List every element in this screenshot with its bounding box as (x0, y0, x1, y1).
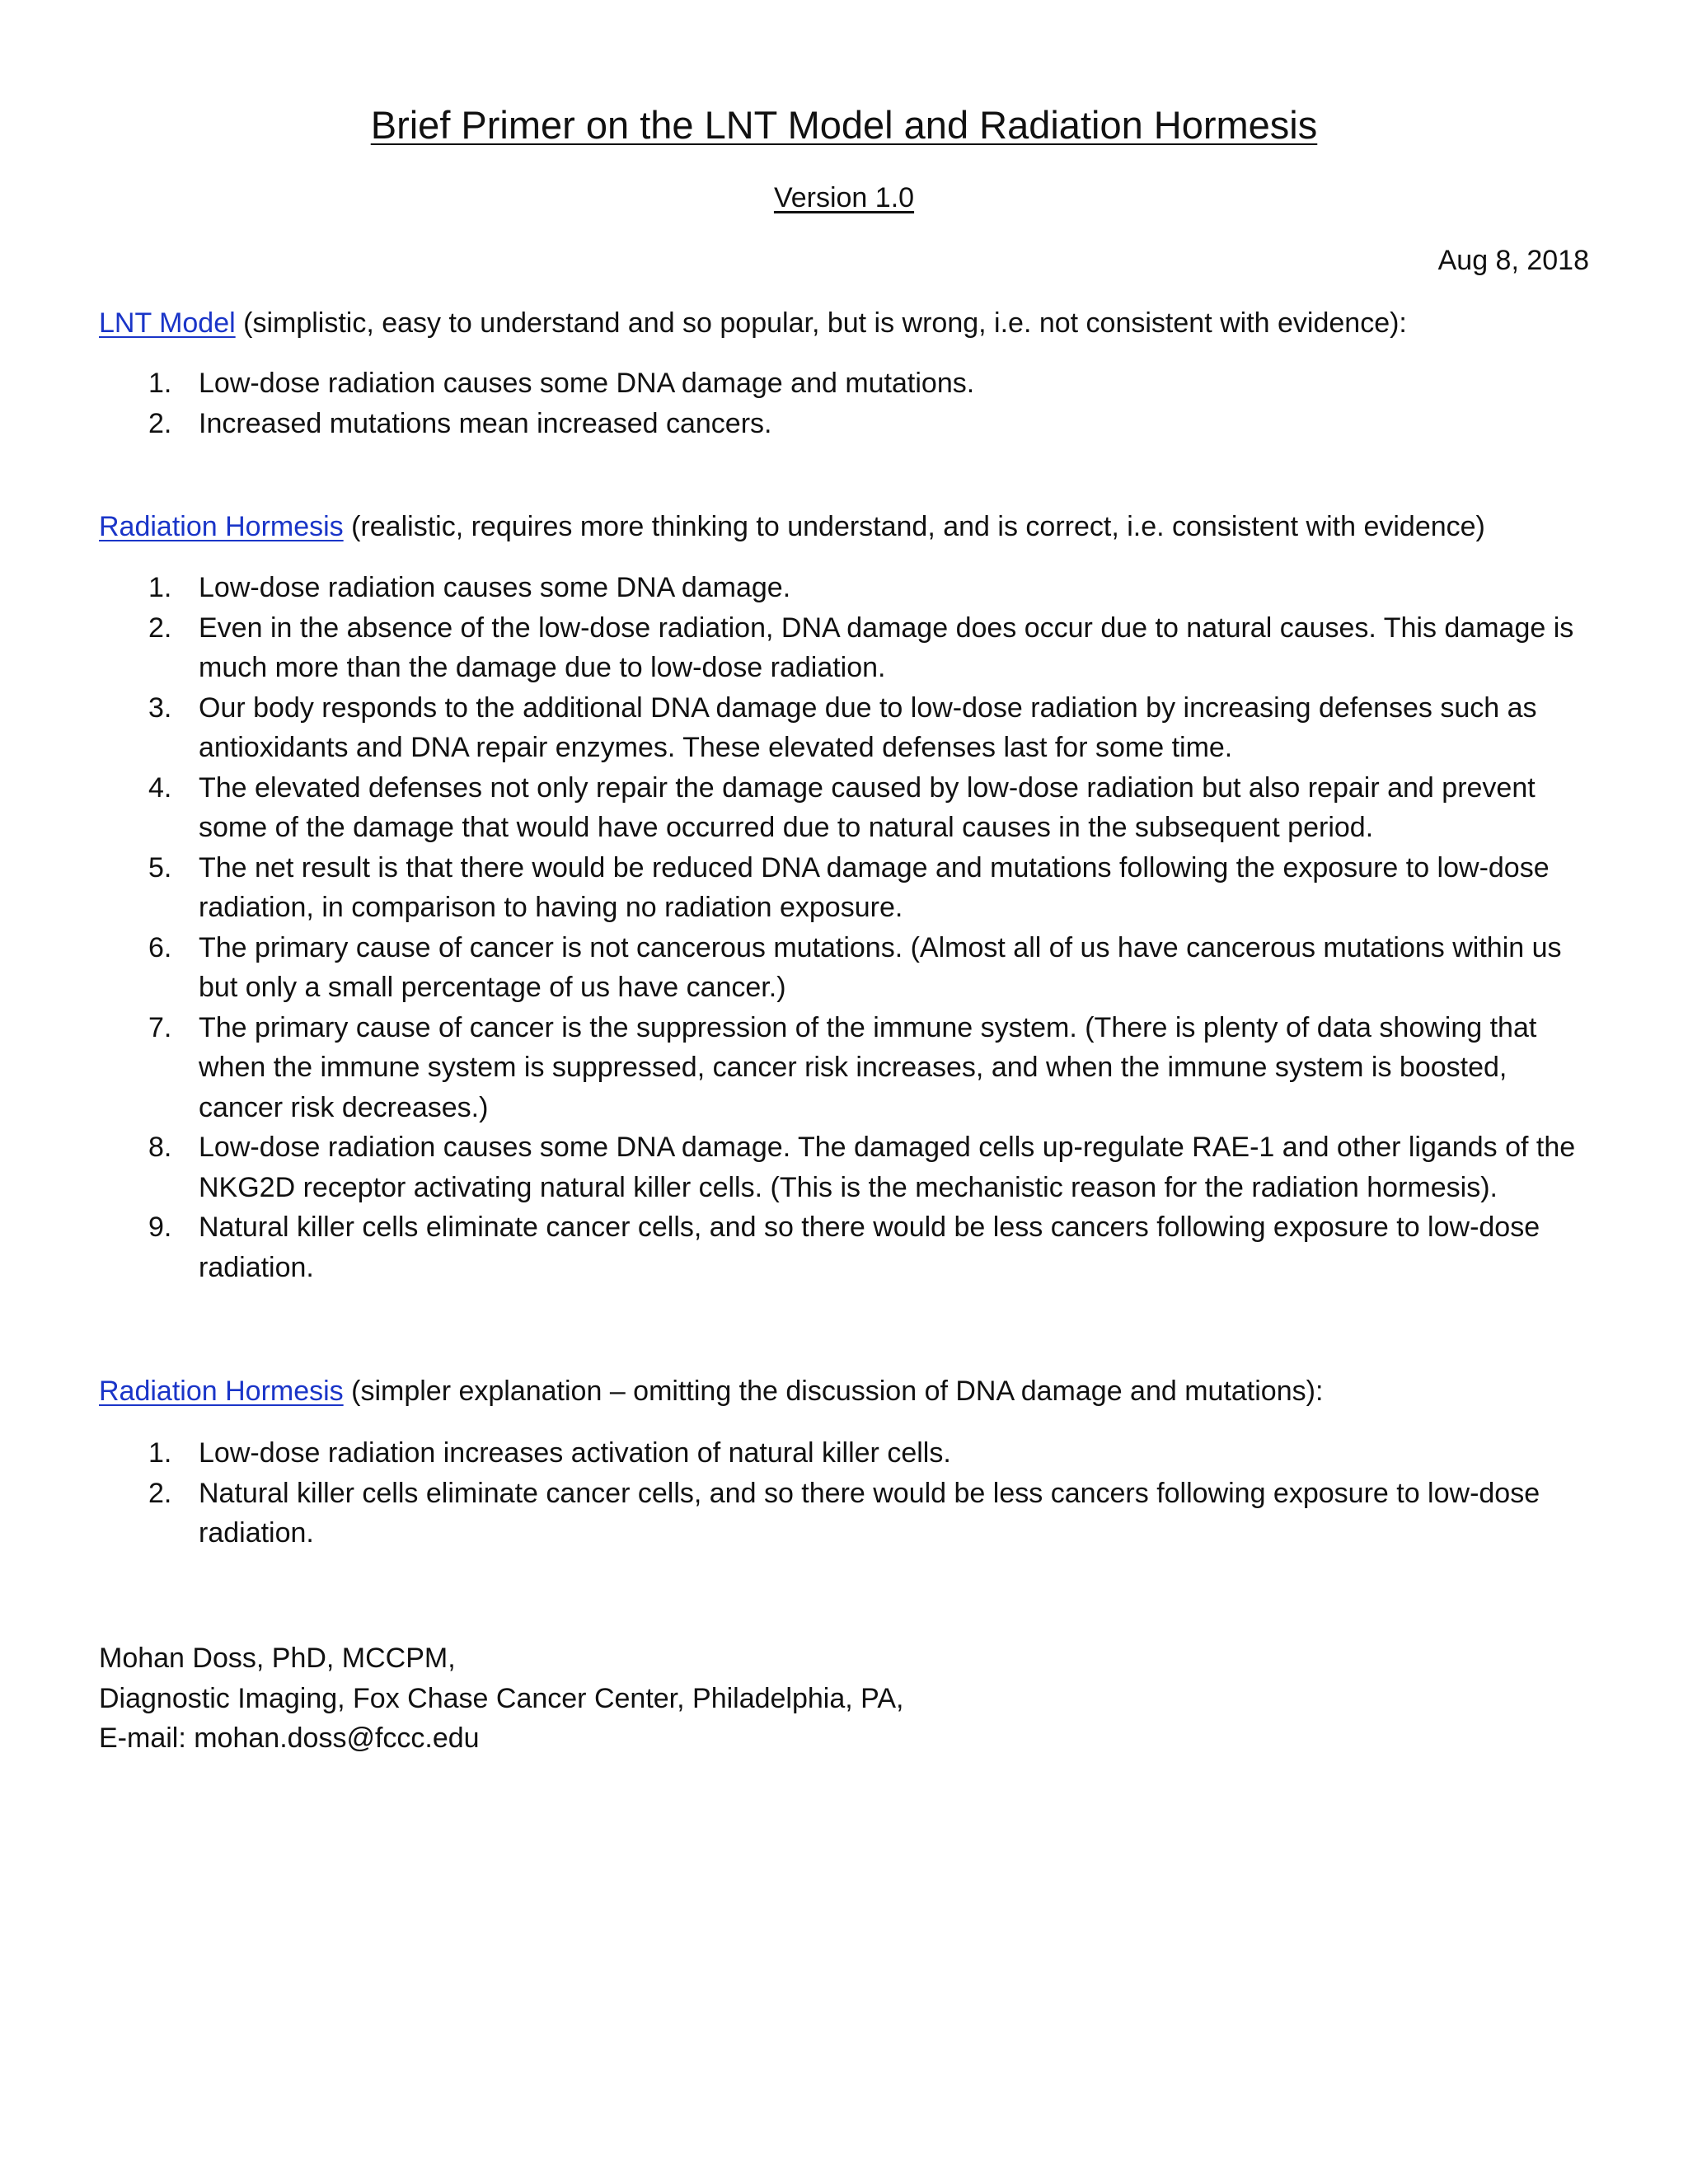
list-item-text: The elevated defenses not only repair the damage caused by low-dose radiation but also repair and prevent some of the damage that would have occurred due to natural causes in the subsequent period. (199, 771, 1536, 843)
list-item (0, 768, 1585, 848)
list-item (0, 848, 1585, 928)
list-item-text: Low-dose radiation increases activation of natural killer cells. (199, 1437, 951, 1469)
list-item-text: Our body responds to the additional DNA damage due to low-dose radiation by increasing defenses such as antioxidants and DNA repair enzymes. These elevated defenses last for some time. (199, 691, 1537, 763)
section-lnt-heading (99, 305, 1591, 341)
author-name: Mohan Doss, PhD, MCCPM, (99, 1643, 456, 1674)
list-item (0, 1433, 1585, 1474)
list-item-number: 1. (148, 368, 172, 399)
list-item (0, 363, 1585, 404)
section-simple-heading (99, 1373, 1591, 1409)
section-lnt-description: (simplistic, easy to understand and so popular, but is wrong, i.e. not consistent with evidence): (235, 307, 1407, 339)
list-item-number: 3. (148, 691, 172, 724)
list-item (0, 568, 1585, 608)
list-item-text: Low-dose radiation causes some DNA damage. The damaged cells up-regulate RAE-1 and other ligands of the NKG2D receptor activating natural killer cells. (This is the mechanistic reason for the radiation hormesis). (199, 1132, 1576, 1203)
list-item-text: Low-dose radiation causes some DNA damage. (199, 572, 791, 603)
hormesis-list (0, 568, 1688, 1287)
list-item-text: Natural killer cells eliminate cancer cells, and so there would be less cancers following exposure to low-dose radiation. (199, 1477, 1540, 1549)
list-item (0, 1127, 1585, 1207)
list-item (0, 404, 1585, 444)
list-item (0, 688, 1585, 768)
list-item-text: Low-dose radiation causes some DNA damage and mutations. (199, 368, 975, 399)
simple-list (0, 1433, 1688, 1554)
author-affiliation: Diagnostic Imaging, Fox Chase Cancer Center, Philadelphia, PA, (99, 1682, 904, 1714)
list-item-text: Even in the absence of the low-dose radiation, DNA damage does occur due to natural causes. This damage is much more than the damage due to low-dose radiation. (199, 612, 1574, 683)
author-contact (99, 1638, 903, 1759)
list-item-text: The net result is that there would be reduced DNA damage and mutations following the exposure to low-dose radiation, in comparison to having no radiation exposure. (199, 851, 1550, 923)
list-item-number: 1. (148, 1437, 172, 1469)
list-item-number: 2. (148, 1477, 172, 1509)
list-item-text: Increased mutations mean increased cancers. (199, 407, 772, 439)
list-item-number: 2. (148, 407, 172, 439)
author-email: E-mail: mohan.doss@fccc.edu (99, 1722, 480, 1754)
document-title: Brief Primer on the LNT Model and Radiation Hormesis (370, 103, 1318, 147)
lnt-list (0, 363, 1688, 443)
list-item (0, 928, 1585, 1008)
list-item (0, 1008, 1585, 1128)
section-hormesis-description: (realistic, requires more thinking to understand, and is correct, i.e. consistent with evidence) (343, 511, 1485, 542)
list-item-text: The primary cause of cancer is not cancerous mutations. (Almost all of us have cancerous mutations within us but only a small percentage of us have cancer.) (199, 931, 1562, 1003)
list-item-number: 7. (148, 1011, 172, 1043)
list-item-number: 2. (148, 612, 172, 644)
section-simple-description: (simpler explanation – omitting the discussion of DNA damage and mutations): (343, 1376, 1324, 1407)
radiation-hormesis-link[interactable]: Radiation Hormesis (99, 511, 344, 542)
list-item-number: 9. (148, 1212, 172, 1243)
section-hormesis-heading (99, 509, 1591, 545)
document-date: Aug 8, 2018 (1437, 245, 1589, 276)
list-item-text: The primary cause of cancer is the suppression of the immune system. (There is plenty of data showing that when the immune system is suppressed, cancer risk increases, and when the immune system is boosted, cancer risk decreases.) (199, 1011, 1537, 1123)
list-item (0, 1474, 1585, 1554)
radiation-hormesis-link-2[interactable]: Radiation Hormesis (99, 1376, 344, 1407)
document-version: Version 1.0 (773, 182, 915, 213)
list-item-number: 6. (148, 931, 172, 963)
list-item-number: 1. (148, 572, 172, 603)
list-item-number: 5. (148, 851, 172, 883)
list-item-text: Natural killer cells eliminate cancer cells, and so there would be less cancers following exposure to low-dose radiation. (199, 1212, 1540, 1283)
lnt-model-link[interactable]: LNT Model (99, 307, 236, 339)
list-item (0, 608, 1585, 688)
list-item-number: 8. (148, 1132, 172, 1163)
list-item-number: 4. (148, 771, 172, 804)
list-item (0, 1207, 1585, 1287)
